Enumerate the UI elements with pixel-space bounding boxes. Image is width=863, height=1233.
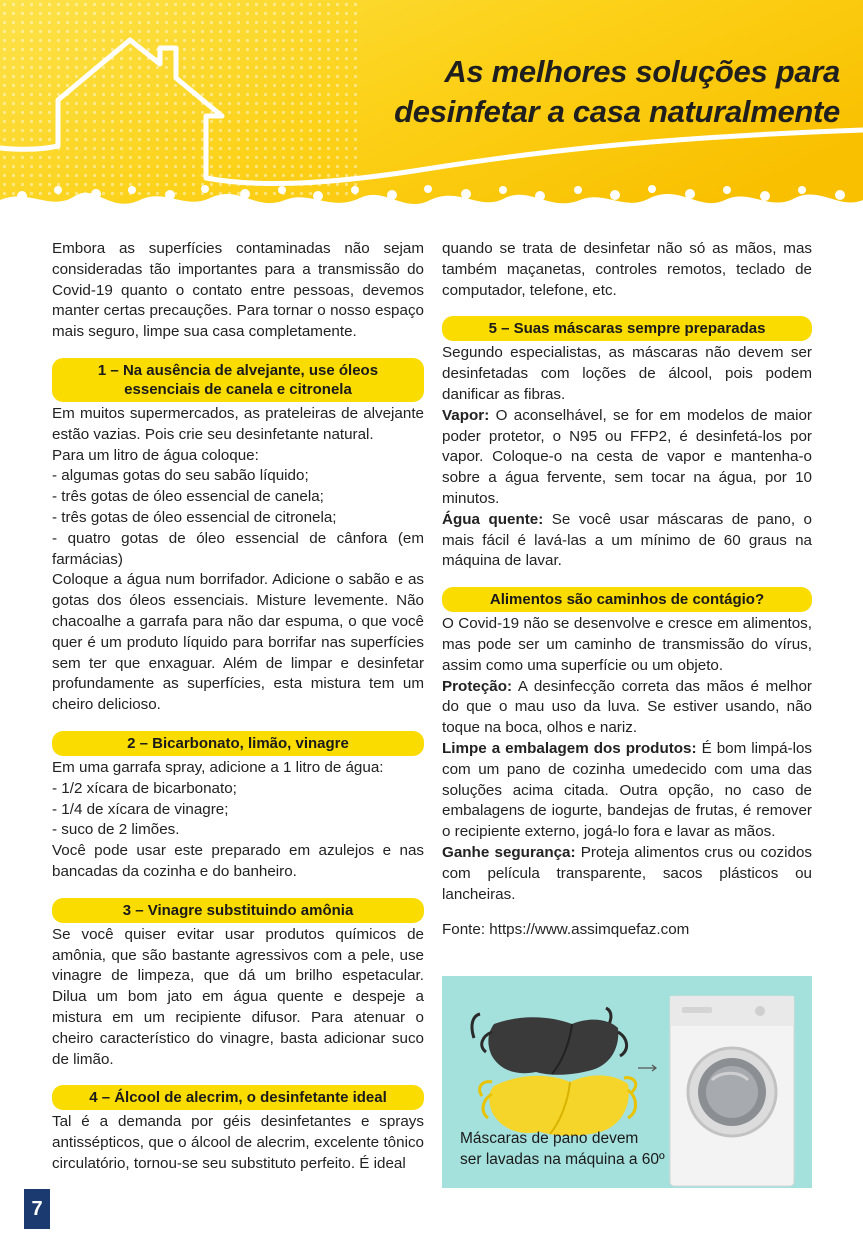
vapor-label: Vapor: — [442, 406, 490, 424]
source-link[interactable]: Fonte: https://www.assimquefaz.com — [442, 921, 690, 939]
limpe-paragraph — [442, 739, 812, 843]
section-2-paragraph: Em uma garrafa spray, adicione a 1 litro de água: — [52, 758, 384, 776]
masks-washing-machine-photo — [442, 976, 812, 1188]
section-2-paragraph: Você pode usar este preparado em azulejos e nas bancadas da cozinha e do banheiro. — [52, 842, 424, 880]
arrow-right-icon — [638, 1065, 656, 1071]
agua-quente-text: Se você usar máscaras de pano, o mais fácil é lavá-las a um mínimo de 60 graus na máquina de lavar. — [442, 510, 813, 570]
section-4-heading: 4 – Álcool de alecrim, o desinfetante ideal — [52, 1085, 424, 1110]
section-4-paragraph: Tal é a demanda por géis desinfetantes e sprays antissépticos, que o álcool de alecrim, excelente tônico circulatório, tornou-se seu substituto perfeito. É ideal — [52, 1113, 424, 1172]
section-1-heading-line-2: essenciais de canela e citronela — [124, 380, 352, 398]
ganhe-text: Proteja alimentos crus ou cozidos com película transparente, sacos plásticos ou lancheiras. — [442, 843, 812, 903]
section-5-paragraph: Segundo especialistas, as máscaras não devem ser desinfetadas com loções de álcool, pois podem danificar as fibras. — [442, 344, 812, 403]
limpe-text: É bom limpá-los com um pano de cozinha umedecido com uma das soluções acima citada. Outra opção, no caso de embalagens de iogurte, bandejas de frutas, é remover o recipiente externo, jogá-lo fora e lavar as mãos. — [442, 739, 812, 841]
protecao-label: Proteção: — [442, 677, 513, 695]
section-6-paragraph: O Covid-19 não se desenvolve e cresce em alimentos, mas pode ser um caminho de transmissão do vírus, assim como uma superfície ou um objeto. — [442, 615, 812, 674]
vapor-paragraph — [442, 406, 812, 510]
page-title — [250, 52, 840, 132]
section-4-paragraph-continued: quando se trata de desinfetar não só as mãos, mas também maçanetas, controles remotos, teclado de computador, telefone, etc. — [442, 240, 812, 299]
title-line-2: desinfetar a casa naturalmente — [394, 94, 840, 129]
list-item: - 1/4 de xícara de vinagre; — [52, 800, 229, 818]
page-number: 7 — [24, 1189, 50, 1229]
agua-quente-label: Água quente: — [442, 510, 544, 528]
section-6-heading: Alimentos são caminhos de contágio? — [442, 587, 812, 612]
ganhe-label: Ganhe segurança: — [442, 843, 576, 861]
photo-caption-line-1: Máscaras de pano devem — [460, 1130, 639, 1147]
intro-paragraph: Embora as superfícies contaminadas não sejam consideradas tão importantes para a transmissão do Covid-19 quanto o contato entre pessoas, devemos manter certas precauções. Para tornar o nosso espaço mais seguro, limpe sua casa completamente. — [52, 240, 424, 341]
section-1-paragraph: Para um litro de água coloque: — [52, 446, 259, 464]
right-column — [442, 239, 812, 941]
section-1-heading — [52, 358, 424, 402]
list-item: - 1/2 xícara de bicarbonato; — [52, 779, 237, 797]
left-column — [52, 239, 424, 1175]
photo-caption — [460, 1128, 665, 1170]
list-item: - suco de 2 limões. — [52, 821, 180, 839]
protecao-text: A desinfecção correta das mãos é melhor do que o mau uso da luva. Se estiver usando, não toque na boca, olhos e nariz. — [442, 677, 812, 737]
section-3-paragraph: Se você quiser evitar usar produtos químicos de amônia, que são bastante agressivos com a pele, use vinagre de limpeza, que dá um brilho espetacular. Dilua um bom jato em água quente e despeje a mistura em um recipiente difusor. Para atenuar o cheiro característico do vinagre, basta adicionar suco de limão. — [52, 925, 424, 1068]
section-1-heading-line-1: 1 – Na ausência de alvejante, use óleos — [97, 361, 379, 379]
section-2-heading: 2 – Bicarbonato, limão, vinagre — [52, 731, 424, 756]
section-5-heading: 5 – Suas máscaras sempre preparadas — [442, 316, 812, 341]
section-3-heading: 3 – Vinagre substituindo amônia — [52, 898, 424, 923]
black-mask-icon — [472, 1008, 627, 1075]
list-item: - três gotas de óleo essencial de citronela; — [52, 508, 337, 526]
list-item: - três gotas de óleo essencial de canela; — [52, 488, 324, 506]
title-line-1: As melhores soluções para — [444, 54, 840, 89]
list-item: - quatro gotas de óleo essencial de cânfora (em farmácias) — [52, 529, 424, 568]
section-1-paragraph: Coloque a água num borrifador. Adicione o sabão e as gotas dos óleos essenciais. Misture levemente. Não chacoalhe a garrafa para não dar espuma, o que você quer é um produto líquido para borrifar nas superfícies sem ter que enxaguar. Além de limpar e desinfetar profundamente as superfícies, esta mistura tem um cheiro delicioso. — [52, 571, 424, 714]
photo-caption-line-2: ser lavadas na máquina a 60º — [460, 1151, 665, 1168]
protecao-paragraph — [442, 677, 812, 739]
vapor-text: O aconselhável, se for em modelos de maior poder protetor, o N95 ou FFP2, é desinfetá-los por vapor. Coloque-o na cesta de vapor e mantenha-o sobre a água fervente, sem tocar na água, por 10 minutos. — [442, 406, 812, 507]
washing-machine-icon — [670, 996, 794, 1186]
ganhe-paragraph — [442, 843, 812, 905]
header-banner — [0, 0, 863, 235]
section-1-paragraph: Em muitos supermercados, as prateleiras de alvejante estão vazias. Pois crie seu desinfetante natural. — [52, 404, 424, 443]
yellow-mask-icon — [480, 1075, 636, 1135]
agua-quente-paragraph — [442, 510, 812, 572]
list-item: - algumas gotas do seu sabão líquido; — [52, 467, 309, 485]
limpe-label: Limpe a embalagem dos produtos: — [442, 739, 697, 757]
